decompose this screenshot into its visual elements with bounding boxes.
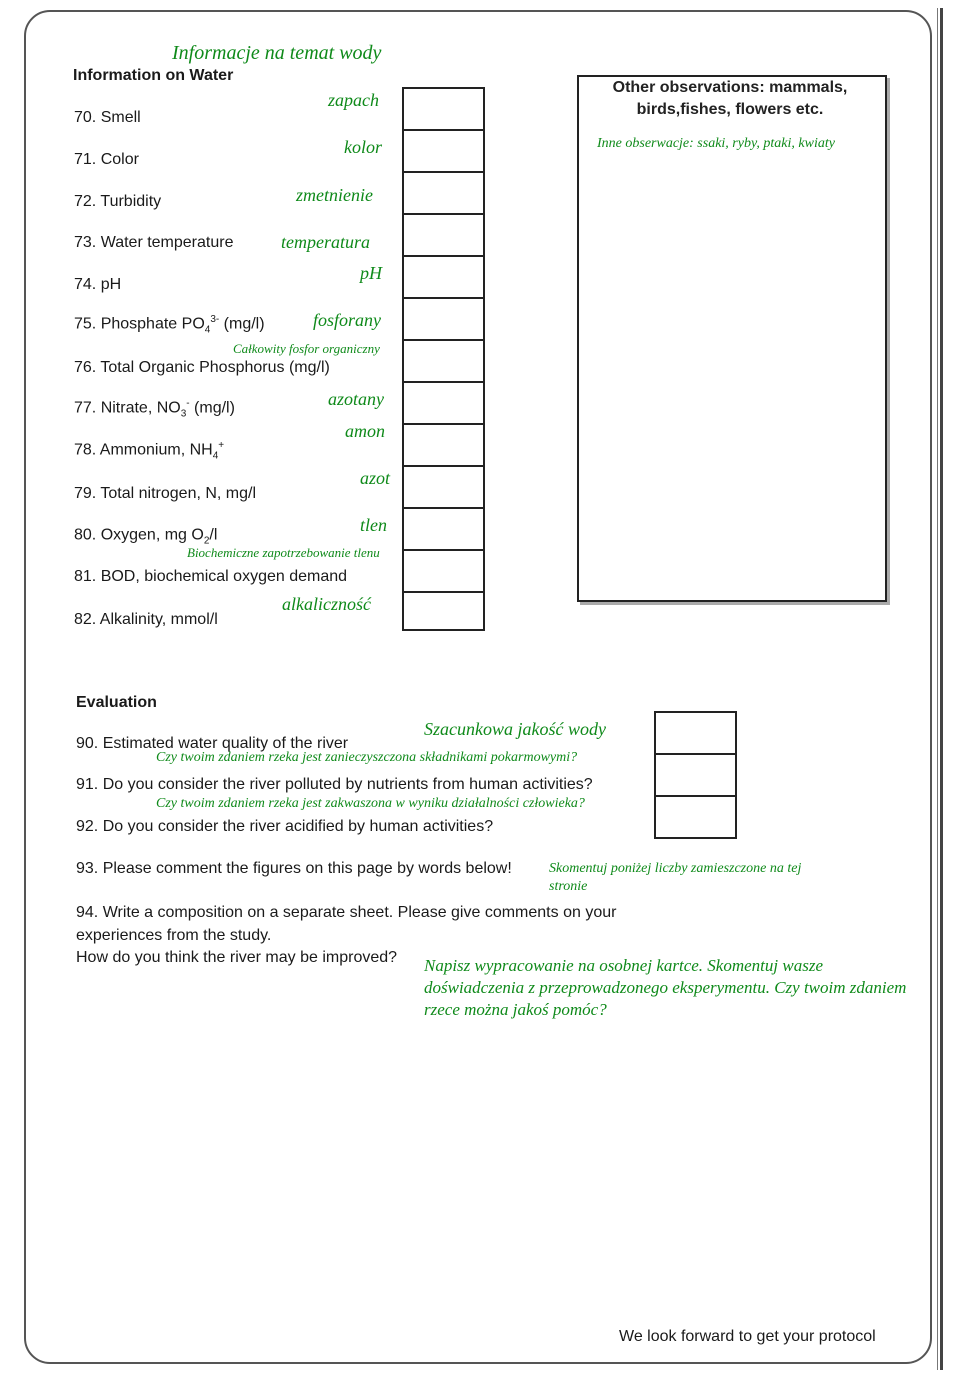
item-78-pl: amon: [345, 421, 385, 441]
answer-box-78[interactable]: [402, 423, 485, 467]
item-75-label: 75. Phosphate $PO_4^{3-}$ (mg/l): [74, 314, 265, 336]
item-77-pl: azotany: [328, 389, 384, 409]
item-71-label: 71. Color: [74, 151, 139, 168]
q92-pl: Czy twoim zdaniem rzeka jest zakwaszona w wyniku działalności człowieka?: [156, 796, 585, 811]
pl-section-title: Informacje na temat wody: [172, 42, 382, 64]
item-81-label: 81. BOD, biochemical oxygen demand: [74, 568, 348, 585]
answer-box-70[interactable]: [402, 87, 485, 131]
answer-box-72[interactable]: [402, 171, 485, 215]
item-79-label: 79. Total nitrogen, N, mg/l: [74, 485, 257, 502]
q93-pl: Skomentuj poniżej liczby zamieszczone na tej stronie: [549, 861, 802, 894]
answer-box-75[interactable]: [402, 297, 485, 341]
item-71-pl: kolor: [344, 137, 382, 157]
other-observations-pl: Inne obserwacje: ssaki, ryby, ptaki, kwiaty: [597, 136, 835, 151]
q94-label-line3: How do you think the river may be improved?: [76, 949, 398, 966]
q90-pl: Szacunkowa jakość wody: [424, 719, 606, 739]
item-76-pl: Całkowity fosfor organiczny: [233, 341, 380, 356]
item-74-label: 74. pH: [74, 276, 122, 293]
item-70-label: 70. Smell: [74, 109, 141, 126]
footer-note: We look forward to get your protocol: [619, 1328, 876, 1345]
item-73-pl: temperatura: [281, 232, 370, 252]
q93-label: 93. Please comment the figures on this page by words below!: [76, 860, 512, 877]
other-observations-title-line2: birds,fishes, flowers etc.: [636, 101, 824, 118]
q94-label-line1: 94. Write a composition on a separate sheet. Please give comments on your: [76, 904, 617, 921]
q92-label: 92. Do you consider the river acidified by human activities?: [76, 818, 494, 835]
answer-box-82[interactable]: [402, 591, 485, 631]
item-77-label: 77. Nitrate, $NO_3^-$ (mg/l): [74, 398, 235, 420]
q91-label: 91. Do you consider the river polluted by nutrients from human activities?: [76, 776, 593, 793]
answer-box-73[interactable]: [402, 213, 485, 257]
answer-box-91[interactable]: [654, 753, 737, 797]
item-82-label: 82. Alkalinity, mmol/l: [74, 611, 218, 628]
other-observations-title-line1: Other observations: mammals,: [612, 79, 848, 96]
other-observations-box[interactable]: [577, 75, 887, 602]
answer-box-80[interactable]: [402, 507, 485, 551]
q90-label: 90. Estimated water quality of the river: [76, 735, 349, 752]
q91-pl: Czy twoim zdaniem rzeka jest zanieczyszczona składnikami pokarmowymi?: [156, 750, 578, 765]
item-79-pl: azot: [360, 468, 391, 488]
item-78-label: 78. Ammonium, $NH_4^+$: [74, 440, 225, 462]
section-title-information-on-water: Information on Water: [73, 67, 234, 84]
item-82-pl: alkaliczność: [282, 594, 371, 614]
answer-box-71[interactable]: [402, 129, 485, 173]
item-80-label: 80. Oxygen, mg $O_2/l$: [74, 526, 218, 547]
item-73-label: 73. Water temperature: [74, 234, 234, 251]
answer-box-90[interactable]: [654, 711, 737, 755]
item-72-pl: zmetnienie: [296, 185, 373, 205]
item-72-label: 72. Turbidity: [74, 193, 162, 210]
answer-box-79[interactable]: [402, 465, 485, 509]
item-80-pl: tlen: [360, 515, 387, 535]
q94-pl: Napisz wypracowanie na osobnej kartce. Skomentuj wasze doświadczenia z przeprowadzonego eksperymentu. Czy twoim zdaniem rzece można jakoś pomóc?: [424, 956, 907, 1019]
answer-box-77[interactable]: [402, 381, 485, 425]
q94-label-line2: experiences from the study.: [76, 927, 272, 944]
item-70-pl: zapach: [328, 90, 379, 110]
page-edge-lines: [937, 8, 943, 1370]
item-75-pl: fosforany: [313, 310, 382, 330]
evaluation-heading: Evaluation: [76, 694, 157, 711]
answer-box-74[interactable]: [402, 255, 485, 299]
answer-box-81[interactable]: [402, 549, 485, 593]
item-81-pl: Biochemiczne zapotrzebowanie tlenu: [187, 545, 380, 560]
answer-box-92[interactable]: [654, 795, 737, 839]
item-76-label: 76. Total Organic Phosphorus (mg/l): [74, 359, 330, 376]
item-74-pl: pH: [360, 263, 382, 283]
answer-box-76[interactable]: [402, 339, 485, 383]
